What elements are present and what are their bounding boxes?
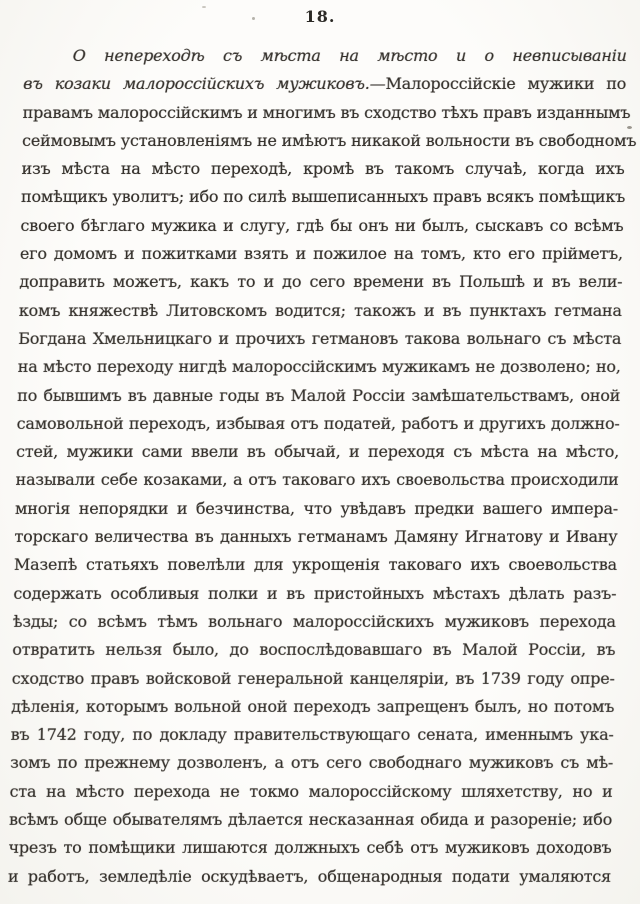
- body-text: чрезъ то помѣщики лишаются должныхъ себѣ отъ мужиковъ доходовъ: [8, 838, 612, 858]
- body-text: сеймовымъ установленіямъ не имѣютъ никакой вольности въ свободномъ: [21, 130, 637, 150]
- body-text: на мѣсто переходу нигдѣ малороссійскимъ мужикамъ не дозволено; но,: [17, 357, 621, 377]
- text-line: [9, 778, 613, 806]
- body-text: Малороссійскіе мужики по: [385, 74, 627, 94]
- body-text: правамъ малороссійскимъ и многимъ въ сходство тѣхъ правъ изданнымъ: [22, 102, 631, 122]
- body-text: Богдана Хмельницкаго и прочихъ гетмановъ такова вольнаго съ мѣста: [18, 328, 622, 348]
- body-text: дѣленія, которымъ вольной оной переходъ запрещенъ былъ, но потомъ: [11, 696, 615, 716]
- text-line: [17, 353, 621, 381]
- body-text: его домомъ и пожитками взять и пожилое на томъ, кто его прійметъ,: [19, 244, 624, 264]
- body-text: всѣмъ обще обывателямъ дѣлается несказанная обида и разореніе; ибо: [8, 810, 613, 830]
- body-text: стей, мужики сами ввели въ обычай, и переходя съ мѣста на мѣсто,: [15, 442, 620, 462]
- text-line: [20, 212, 624, 240]
- body-text: въ 1742 году, по докладу правительствующаго сената, именнымъ ука-: [10, 725, 614, 745]
- text-line: [19, 297, 623, 325]
- body-text: называли себе козаками, а отъ таковаго ихъ своевольства происходили: [15, 470, 619, 490]
- text-line: [16, 438, 620, 466]
- text-line: [21, 155, 625, 183]
- text-line: [14, 551, 618, 579]
- text-line: [23, 42, 627, 70]
- body-text: комъ княжествѣ Литовскомъ водится; такожъ и въ пунктахъ гетмана: [18, 300, 623, 320]
- body-text: отвратить нельзя было, до воспослѣдовавшаго въ Малой Россіи, въ: [12, 640, 616, 660]
- body-text: изъ мѣста на мѣсто переходѣ, кромѣ въ такомъ случаѣ, когда ихъ: [21, 159, 625, 179]
- text-line: [13, 608, 617, 636]
- text-line: [8, 863, 612, 891]
- text-line: [14, 523, 618, 551]
- text-line: [15, 466, 619, 494]
- text-line: [22, 99, 631, 127]
- text-line: [9, 806, 613, 834]
- text-line: [17, 382, 621, 410]
- text-line: [18, 325, 622, 353]
- body-text: и работъ, земледѣліе оскудѣваетъ, общенародныя подати умаляются: [7, 866, 612, 886]
- text-line: [21, 183, 625, 211]
- scan-artifact-speck: [252, 17, 255, 20]
- text-line: [12, 636, 616, 664]
- text-line: [16, 410, 620, 438]
- page-number: 18.: [304, 7, 336, 26]
- body-text: по бывшимъ въ давные годы въ Малой Россіи замѣшательствамъ, оной: [17, 385, 621, 405]
- body-text: содержать особливыя полки и въ пристойныхъ мѣстахъ дѣлать разъ-: [13, 583, 617, 603]
- section-heading-text: въ козаки малороссійскихъ мужиковъ.—: [23, 74, 386, 94]
- text-line: [11, 693, 615, 721]
- body-text: торскаго величества въ данныхъ гетманамъ Дамяну Игнатову и Ивану: [14, 527, 618, 547]
- scan-artifact-speck: [202, 6, 206, 8]
- body-text: зомъ по прежнему дозволенъ, а отъ сего свободнаго мужиковъ съ мѣ-: [9, 753, 614, 773]
- text-line: [12, 665, 616, 693]
- text-line: [20, 240, 624, 268]
- body-text: ѣзды; со всѣмъ тѣмъ вольнаго малороссійскихъ мужиковъ перехода: [12, 611, 617, 631]
- text-block: [7, 42, 637, 891]
- text-line: [21, 127, 637, 155]
- text-line: [8, 834, 612, 862]
- text-line: [10, 721, 614, 749]
- text-line: [13, 580, 617, 608]
- scan-artifact-speck: [627, 126, 632, 129]
- text-line: [23, 70, 627, 98]
- body-text: помѣщикъ уволитъ; ибо по силѣ вышеписанныхъ правъ всякъ помѣщикъ: [20, 187, 626, 207]
- body-text: Мазепѣ статьяхъ повелѣли для укрощенія таковаго ихъ своевольства: [13, 555, 618, 575]
- body-text: ста на мѣсто перехода не токмо малороссійскому шляхетству, но и: [9, 781, 613, 801]
- body-text: сходство правъ войсковой генеральной канцеляріи, въ 1739 году опре-: [11, 668, 615, 688]
- body-text: своего бѣглаго мужика и слугу, гдѣ бы онъ ни былъ, сыскавъ со всѣмъ: [20, 215, 624, 235]
- body-text: многія непорядки и безчинства, что увѣдавъ предки вашего импера-: [14, 498, 619, 518]
- text-line: [10, 749, 614, 777]
- body-text: самовольной переходъ, избывая отъ податей, работъ и другихъ должно-: [16, 413, 620, 433]
- body-text: доправить можетъ, какъ то и до сего времени въ Польшѣ и въ вели-: [19, 272, 623, 292]
- text-line: [19, 268, 623, 296]
- text-line: [15, 495, 619, 523]
- section-heading-text: О непереходѣ съ мѣста на мѣсто и о невписываніи: [72, 46, 627, 65]
